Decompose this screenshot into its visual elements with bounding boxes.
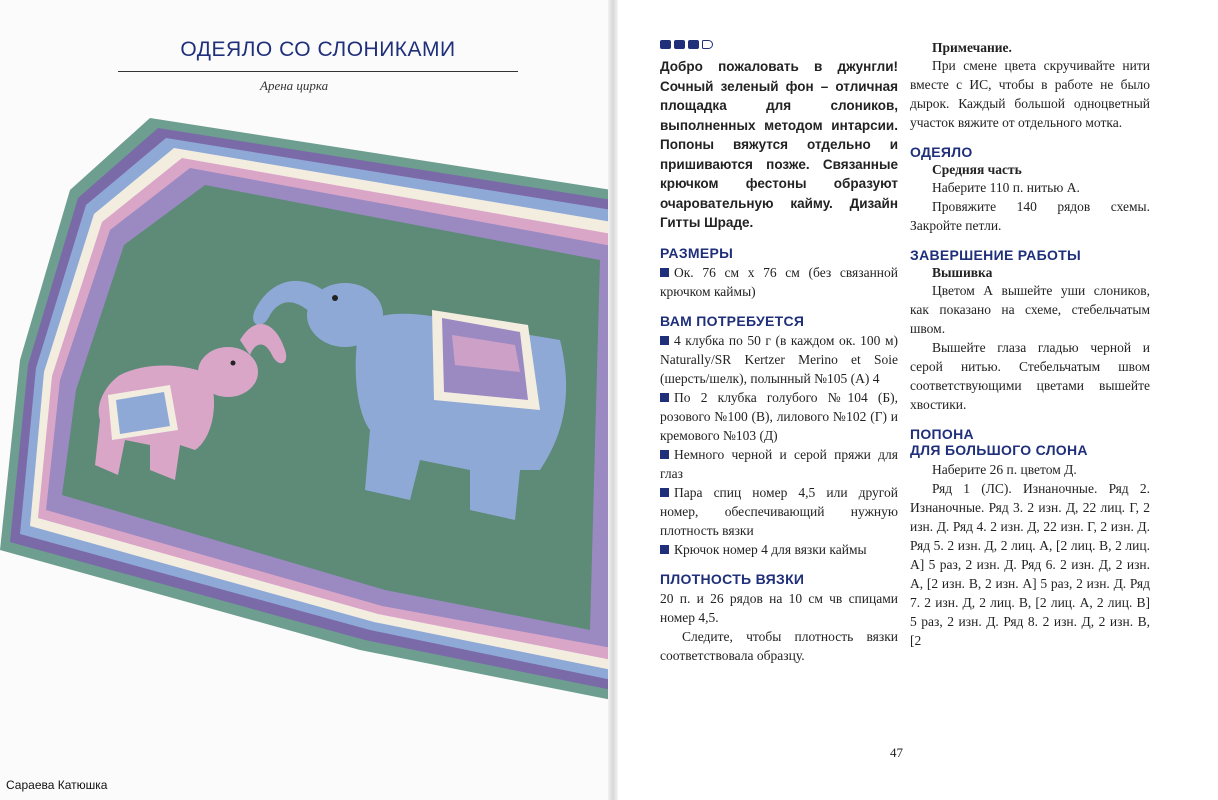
middle-part-text: Провяжите 140 рядов схемы. Закройте петли. — [910, 199, 1150, 233]
page-title: ОДЕЯЛО СО СЛОНИКАМИ — [180, 38, 456, 61]
gauge-heading: ПЛОТНОСТЬ ВЯЗКИ — [660, 570, 805, 587]
middle-part-heading: Средняя часть — [932, 162, 1022, 177]
blanket-photo — [0, 110, 612, 710]
gauge-text: 20 п. и 26 рядов на 10 см чв спицами номер 4,5. — [660, 590, 898, 625]
cover-heading-1: ПОПОНА — [910, 426, 974, 442]
finishing-heading: ЗАВЕРШЕНИЕ РАБОТЫ — [910, 247, 1082, 263]
middle-part-text: Наберите 110 п. нитью А. — [932, 180, 1080, 195]
cover-heading-2: ДЛЯ БОЛЬШОГО СЛОНА — [910, 442, 1088, 458]
big-elephant-eye — [332, 295, 338, 301]
difficulty-rating — [660, 40, 898, 49]
big-elephant-cover — [432, 310, 540, 410]
page-number: 47 — [890, 745, 903, 760]
cover-rows-text: Ряд 1 (ЛС). Изнаночные. Ряд 2. Изнаночные. Ряд 3. 2 изн. Д, 22 лиц. Г, 2 изн. Д. Ряд 4. 2 изн. Д, 22 изн. Г, 2 изн. Д. Ряд 5. 2 изн. Д, 2 лиц. А, [2 лиц. В, 2 лиц. А] 5 раз, 2 изн. Д. Ряд 6. 2 изн. Д, 2 изн. А, [2 изн. В, 2 изн. А] 5 раз, 2 изн. Д. Ряд 7. 2 изн. Д, 2 лиц. В, [2 лиц. А, 2 лиц. В] 5 раз, 2 изн. Д. Ряд 8. 2 изн. Д, 2 изн. В, [2 — [910, 481, 1150, 648]
right-column-1 — [660, 40, 898, 665]
gauge-note: Следите, чтобы плотность вязки соответствовала образцу. — [660, 628, 898, 663]
sizes-heading: РАЗМЕРЫ — [660, 244, 734, 261]
needs-item: Пара спиц номер 4,5 или другой номер, обеспечивающий нужную плотность вязки — [660, 484, 898, 538]
right-column-2 — [910, 40, 1150, 650]
watermark: Сараева Катюшка — [6, 778, 108, 792]
small-elephant-eye — [231, 361, 236, 366]
embroidery-text: Вышейте глаза гладью черной и серой нитью. Стебельчатым швом соответствующими цветами вышейте хвостики. — [910, 340, 1150, 412]
rating-block — [660, 40, 671, 49]
embroidery-text: Цветом А вышейте уши слоников, как показано на схеме, стебельчатым швом. — [910, 283, 1150, 336]
book-gutter — [608, 0, 618, 800]
embroidery-heading: Вышивка — [932, 265, 993, 280]
needs-item: По 2 клубка голубого №104 (Б), розового №100 (В), лилового №102 (Г) и кремового №103 (Д) — [660, 389, 898, 443]
rating-block — [688, 40, 699, 49]
rating-block-empty — [702, 40, 713, 49]
intro-text: Добро пожаловать в джунгли! Сочный зеленый фон – отличная площадка для слоников, выполненных методом интарсии. Попоны вяжутся отдельно и пришиваются позже. Связанные крючком фестоны образуют очаровательную кайму. Дизайн Гитты Шраде. — [660, 59, 898, 230]
page-subtitle: Арена цирка — [260, 78, 329, 93]
sizes-text: Ок. 76 см х 76 см (без связанной крючком каймы) — [660, 264, 898, 299]
blanket-heading: ОДЕЯЛО — [910, 144, 973, 160]
needs-heading: ВАМ ПОТРЕБУЕТСЯ — [660, 312, 805, 329]
needs-item: Крючок номер 4 для вязки каймы — [660, 540, 898, 559]
cover-text: Наберите 26 п. цветом Д. — [932, 462, 1077, 477]
needs-item: Немного черной и серой пряжи для глаз — [660, 446, 898, 481]
note-heading: Примечание. — [932, 40, 1012, 55]
rating-block — [674, 40, 685, 49]
note-text: При смене цвета скручивайте нити вместе с ИС, чтобы в работе не было дырок. Каждый большой одноцветный участок вяжите от отдельного мотка. — [910, 58, 1150, 130]
needs-item: 4 клубка по 50 г (в каждом ок. 100 м) Naturally/SR Kertzer Merino et Soie (шерсть/шелк), полынный №105 (А) 4 — [660, 332, 898, 386]
title-rule — [118, 71, 518, 72]
